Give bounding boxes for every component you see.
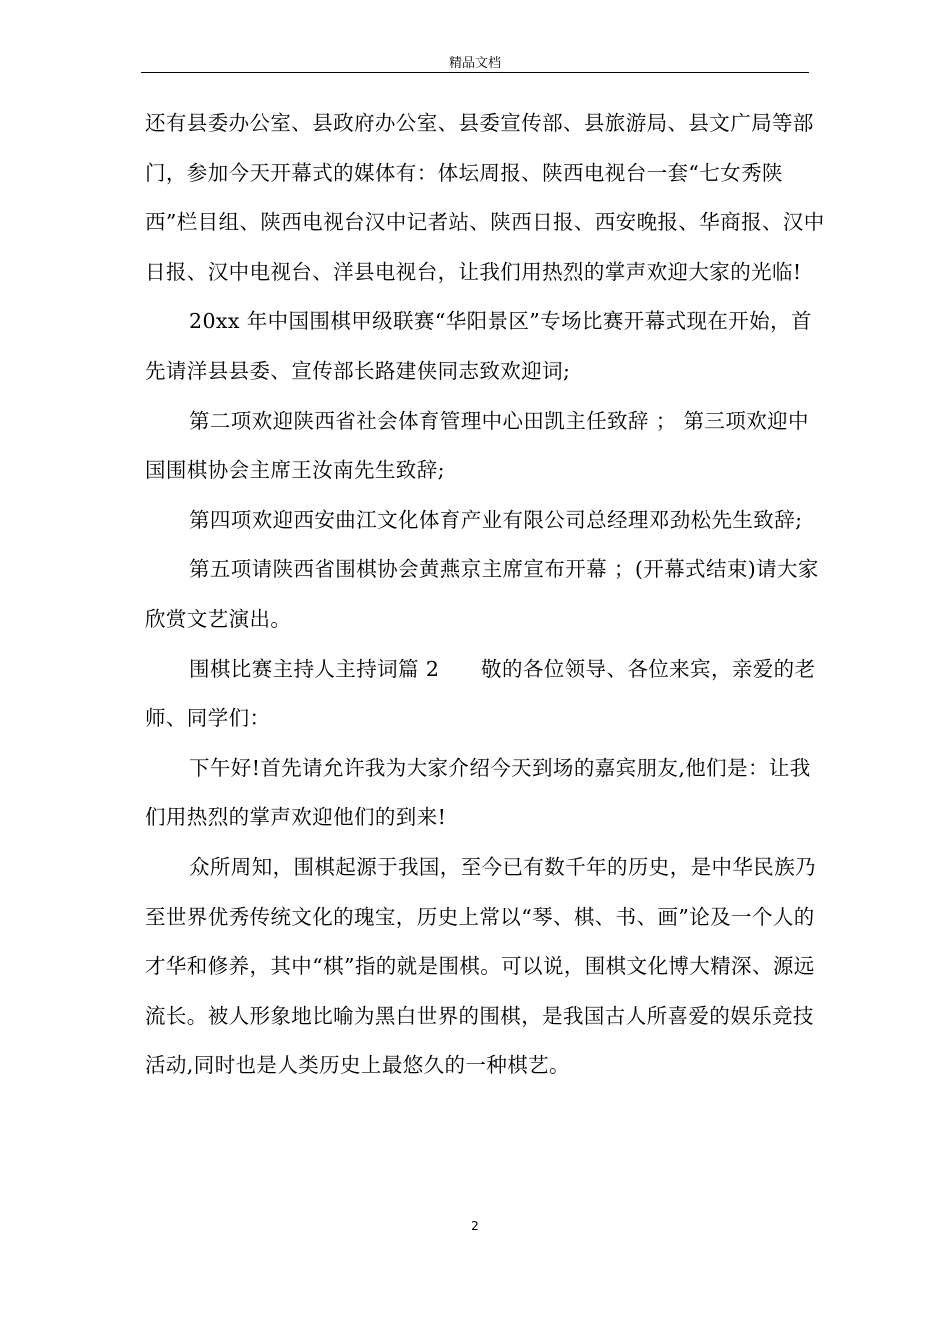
paragraph-continuation: 还有县委办公室、县政府办公室、县委宣传部、县旅游局、县文广局等部门，参加今天开幕式的媒体有：体坛周报、陕西电视台一套“七女秀陕西”栏目组、陕西电视台汉中记者站、陕西日报、西安晚报、华商报、汉中日报、汉中电视台、洋县电视台，让我们用热烈的掌声欢迎大家的光临!	[145, 111, 825, 284]
paragraph-item-5: 第五项请陕西省围棋协会黄燕京主席宣布开幕 ；(开幕式结束)请大家欣赏文艺演出。	[145, 557, 819, 631]
document-body	[145, 99, 825, 1091]
page-number: 2	[471, 1219, 479, 1233]
page-header-title: 精品文档	[448, 56, 501, 71]
paragraph-section-2-title: 围棋比赛主持人主持词篇 2 敬的各位领导、各位来宾，亲爱的老师、同学们：	[145, 656, 816, 731]
paragraph-item-4: 第四项欢迎西安曲江文化体育产业有限公司总经理邓劲松先生致辞;	[189, 507, 803, 532]
paragraph-go-history: 众所周知，围棋起源于我国，至今已有数千年的历史，是中华民族乃至世界优秀传统文化的瑰宝，历史上常以“琴、棋、书、画”论及一个人的才华和修养，其中“棋”指的就是围棋。可以说，围棋文化博大精深、源远流长。被人形象地比喻为黑白世界的围棋，是我国古人所喜爱的娱乐竞技活动,同时也是人类历史上最悠久的一种棋艺。	[145, 854, 816, 1078]
header-divider	[141, 72, 809, 73]
paragraph-greeting: 下午好!首先请允许我为大家介绍今天到场的嘉宾朋友,他们是：让我们用热烈的掌声欢迎他们的到来!	[145, 755, 811, 830]
paragraph-item-2-3: 第二项欢迎陕西省社会体育管理中心田凯主任致辞 ； 第三项欢迎中国围棋协会主席王汝南先生致辞;	[145, 408, 809, 483]
paragraph-opening-announcement: 20xx 年中国围棋甲级联赛“华阳景区”专场比赛开幕式现在开始，首先请洋县县委、宣传部长路建侠同志致欢迎词;	[145, 309, 812, 383]
